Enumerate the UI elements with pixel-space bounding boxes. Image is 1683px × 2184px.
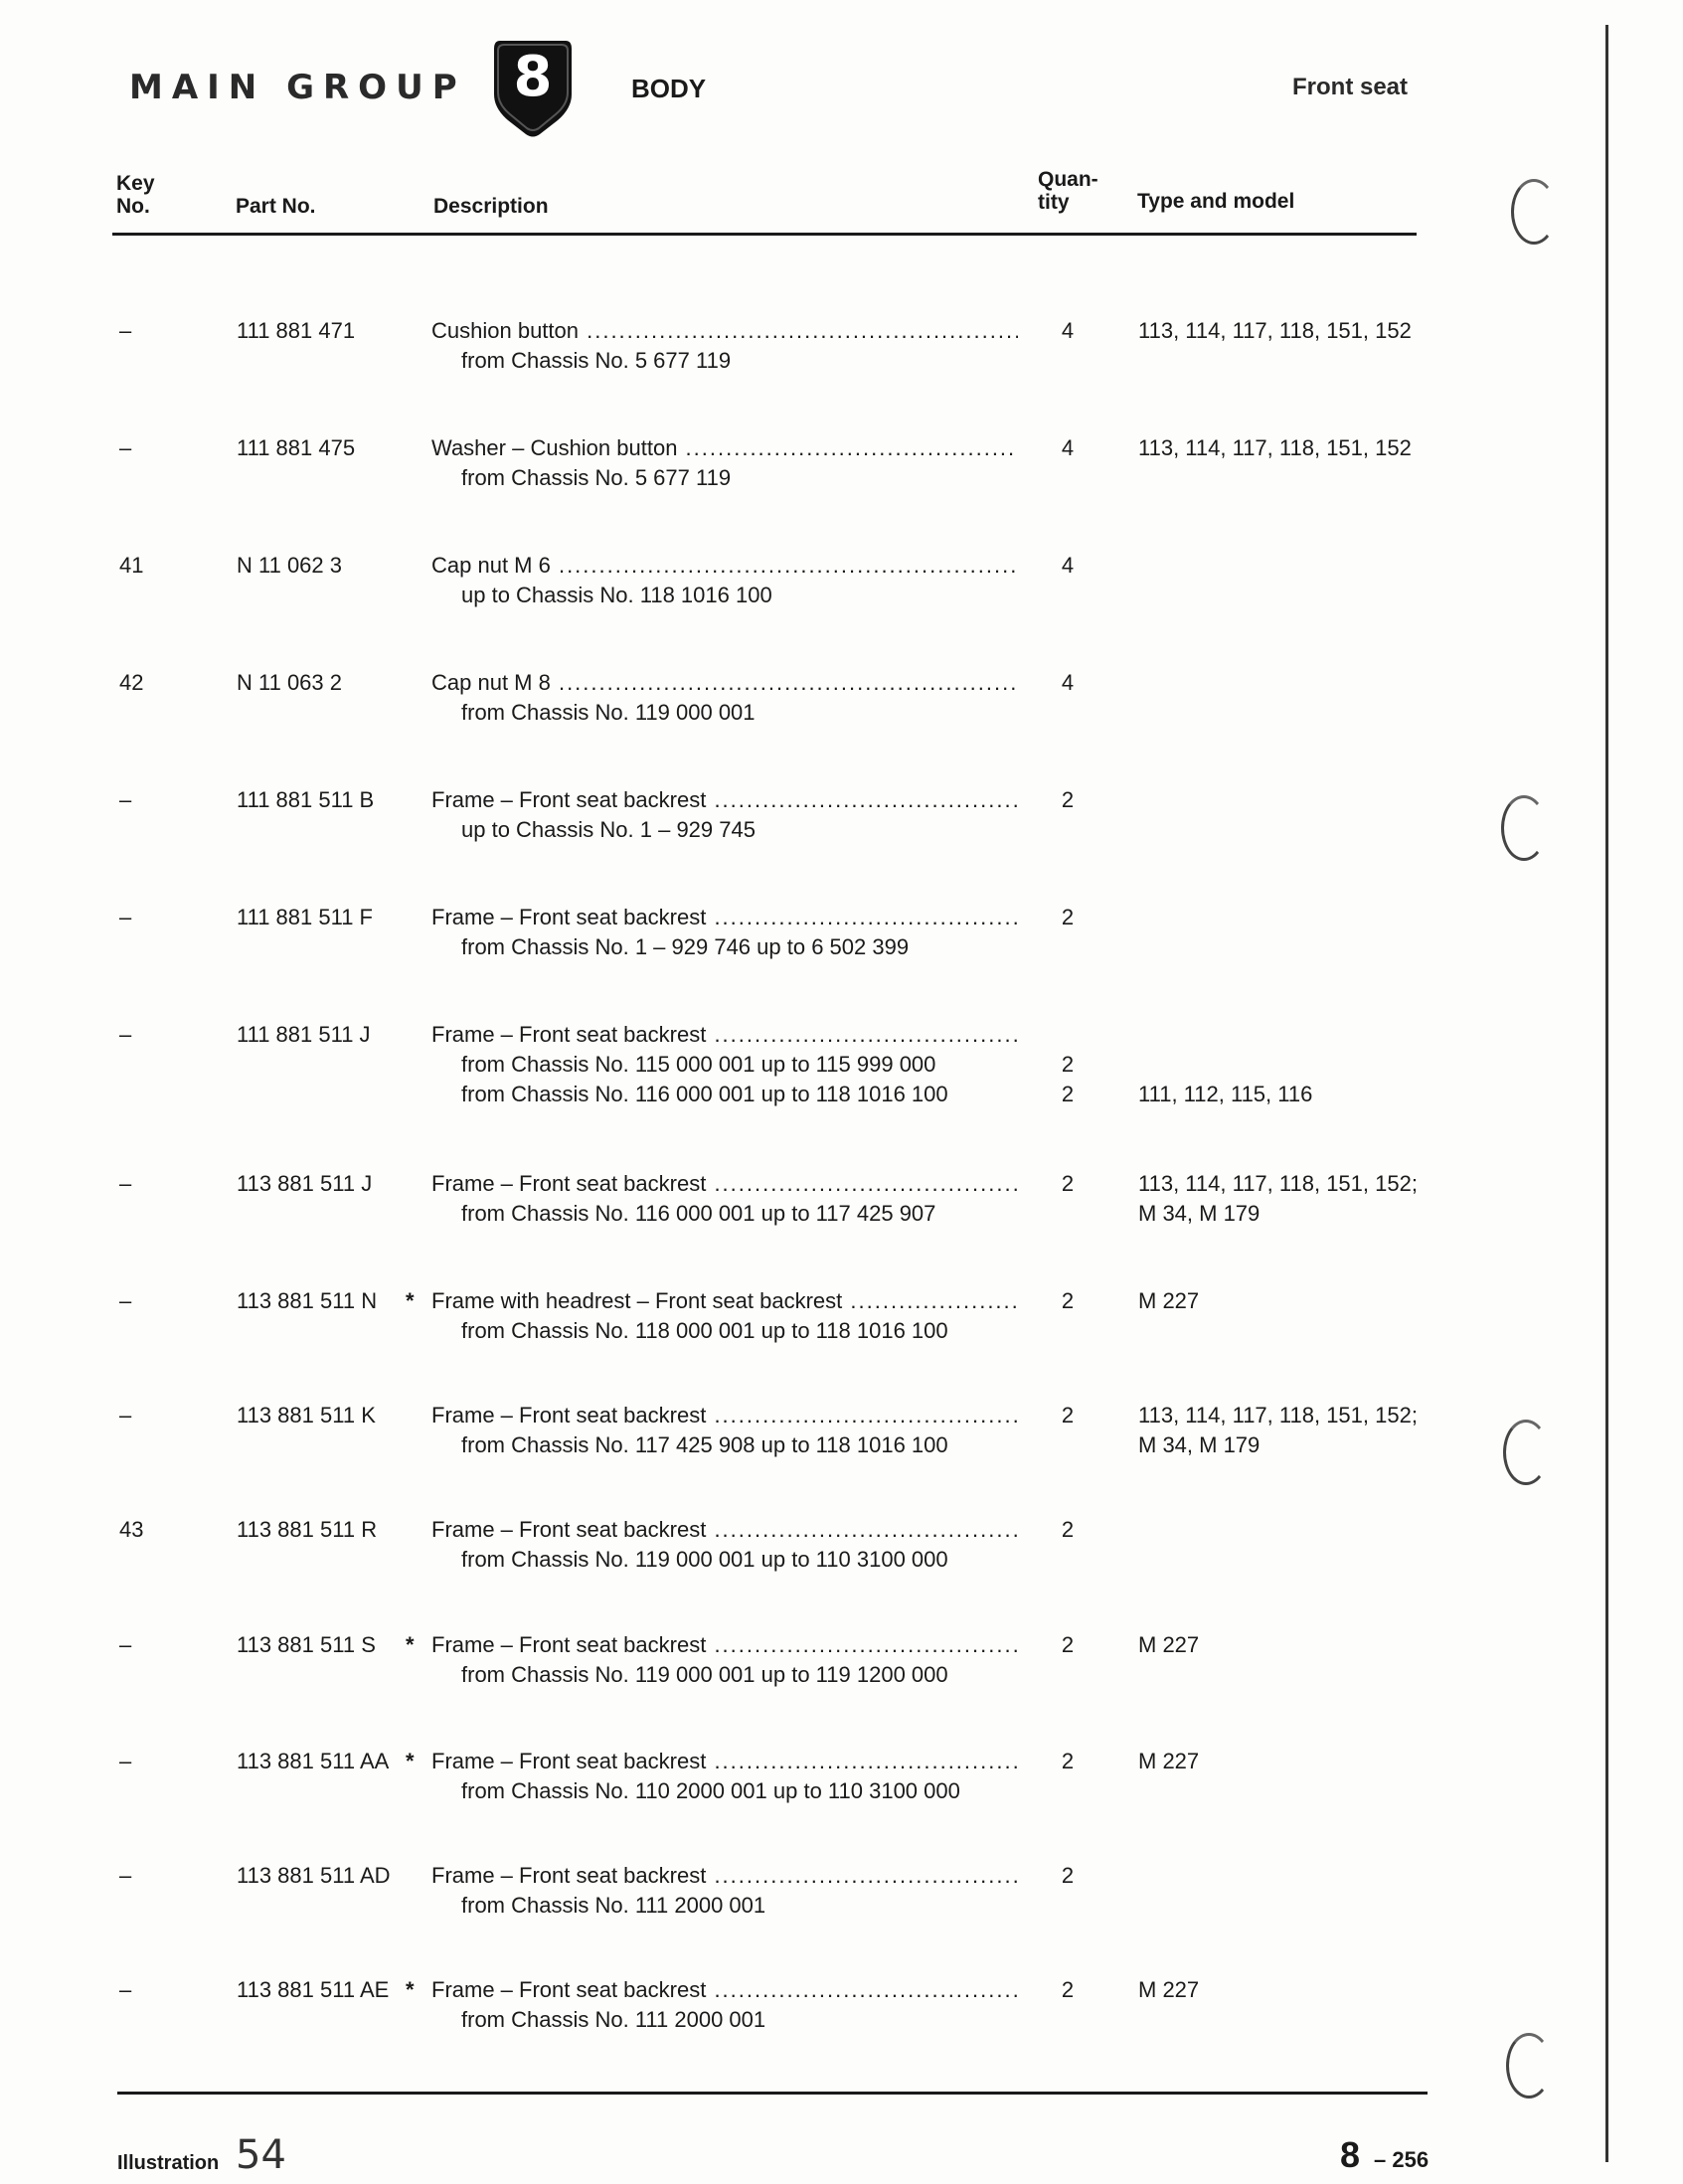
description [431, 551, 1018, 610]
group-number: 8 [513, 45, 553, 109]
group-number-badge [492, 35, 574, 139]
binding-edge [1605, 25, 1608, 2162]
punch-hole-icon [1501, 795, 1547, 861]
description-main: Frame – Front seat backrest ..... [431, 1169, 1018, 1199]
type-and-model [1138, 1286, 1199, 1316]
type-and-model [1138, 1020, 1312, 1109]
quantity [1057, 1975, 1079, 2005]
description [431, 1630, 1018, 1690]
parts-row [0, 433, 1683, 513]
part-number: 113 881 511 AD [237, 1863, 391, 1888]
illustration-label: Illustration [117, 2152, 220, 2174]
parts-row [0, 1861, 1683, 1940]
description-main: Cap nut M 6 ..... [431, 551, 1018, 581]
part-number: 111 881 475 [237, 435, 356, 460]
parts-row [0, 1401, 1683, 1480]
punch-hole-icon [1503, 1420, 1549, 1485]
chassis-range: from Chassis No. 111 2000 001 [461, 1893, 766, 1918]
section-title: Front seat [1292, 74, 1409, 100]
part-number: 113 881 511 R [237, 1517, 378, 1542]
key-number: – [119, 1403, 132, 1428]
type-and-model [1138, 316, 1412, 346]
description-main: Frame – Front seat backrest ..... [431, 1747, 1018, 1776]
description-main: Frame – Front seat backrest ..... [431, 1401, 1018, 1430]
parts-row [0, 1975, 1683, 2055]
quantity-value: 2 [1061, 1517, 1075, 1542]
parts-row [0, 1747, 1683, 1826]
chassis-range: from Chassis No. 116 000 001 up to 118 1016 100 [461, 1082, 948, 1106]
part-number: 113 881 511 AA [237, 1749, 390, 1773]
quantity-value: 2 [1061, 1749, 1075, 1773]
description-main: Frame – Front seat backrest ..... [431, 1515, 1018, 1545]
chassis-range: from Chassis No. 119 000 001 up to 110 3100 000 [461, 1547, 948, 1572]
key-number: 42 [119, 670, 144, 695]
type-value [1138, 1050, 1312, 1080]
description [431, 668, 1018, 728]
chassis-range: from Chassis No. 110 2000 001 up to 110 3100 000 [461, 1778, 960, 1803]
part-number: 113 881 511 S [237, 1632, 376, 1657]
type-and-model [1138, 1401, 1418, 1460]
quantity [1057, 1630, 1079, 1660]
group-title: BODY [631, 74, 707, 103]
quantity [1057, 785, 1079, 815]
column-header-key [116, 172, 155, 218]
type-and-model [1138, 1169, 1418, 1229]
quantity [1057, 1861, 1079, 1891]
quantity-value: 2 [1061, 1863, 1075, 1888]
quantity [1057, 316, 1079, 346]
description [431, 316, 1018, 376]
parts-row [0, 1286, 1683, 1366]
description-main: Frame – Front seat backrest ..... [431, 1861, 1018, 1891]
chassis-range: from Chassis No. 115 000 001 up to 115 999 000 [461, 1052, 936, 1077]
quantity-value: 2 [1061, 1052, 1075, 1077]
quantity-value [1057, 1020, 1079, 1050]
description-main: Washer – Cushion button ..... [431, 433, 1018, 463]
quantity-value: 4 [1061, 435, 1075, 460]
quantity-value: 2 [1061, 1403, 1075, 1428]
column-header-quantity-line2: tity [1038, 191, 1070, 214]
description-main: Cap nut M 8 ..... [431, 668, 1018, 698]
quantity-value: 4 [1061, 553, 1075, 578]
type-value: M 227 [1138, 1288, 1200, 1313]
chassis-range: up to Chassis No. 1 – 929 745 [461, 817, 756, 842]
key-number: – [119, 1863, 132, 1888]
quantity [1057, 433, 1079, 463]
column-header-key-line1: Key [116, 172, 155, 195]
type-value: M 227 [1138, 1749, 1200, 1773]
description [431, 433, 1018, 493]
part-number: 111 881 511 B [237, 787, 375, 812]
description [431, 1747, 1018, 1806]
quantity [1057, 668, 1079, 698]
quantity-value: 4 [1061, 670, 1075, 695]
quantity [1057, 551, 1079, 581]
description [431, 1975, 1018, 2035]
quantity [1057, 1747, 1079, 1776]
description [431, 1401, 1018, 1460]
quantity-value: 2 [1061, 1977, 1075, 2002]
note-asterisk: * [406, 1749, 415, 1773]
type-value [1138, 1020, 1312, 1050]
type-value: M 34, M 179 [1138, 1201, 1261, 1226]
header-divider [112, 233, 1417, 236]
illustration-number: 54 [236, 2132, 286, 2178]
quantity [1057, 1286, 1079, 1316]
type-value: 113, 114, 117, 118, 151, 152; [1138, 1403, 1418, 1428]
key-number: – [119, 1977, 132, 2002]
part-number: 111 881 511 J [237, 1022, 371, 1047]
parts-row [0, 903, 1683, 982]
key-number: – [119, 1171, 132, 1196]
part-number: 111 881 471 [237, 318, 356, 343]
parts-row [0, 1020, 1683, 1106]
type-and-model [1138, 1975, 1199, 2005]
chassis-range: from Chassis No. 119 000 001 [461, 700, 756, 725]
column-header-quantity [1038, 168, 1098, 214]
type-value: 111, 112, 115, 116 [1138, 1082, 1313, 1106]
chassis-range: from Chassis No. 117 425 908 up to 118 1016 100 [461, 1432, 948, 1457]
page-subnumber: – 256 [1374, 2147, 1430, 2172]
type-value: 113, 114, 117, 118, 151, 152 [1138, 435, 1412, 460]
type-and-model [1138, 1630, 1199, 1660]
description [431, 1169, 1018, 1229]
note-asterisk: * [406, 1977, 415, 2002]
description-main: Frame – Front seat backrest ..... [431, 903, 1018, 932]
key-number: – [119, 1288, 132, 1313]
quantity-value: 2 [1061, 905, 1075, 929]
page-number: 8 [1340, 2134, 1361, 2175]
description [431, 785, 1018, 845]
parts-row [0, 668, 1683, 748]
part-number: 113 881 511 J [237, 1171, 373, 1196]
parts-row [0, 1630, 1683, 1710]
type-value: M 227 [1138, 1632, 1200, 1657]
column-header-quantity-line1: Quan- [1038, 168, 1098, 191]
punch-hole-icon [1506, 2033, 1552, 2099]
parts-row [0, 785, 1683, 865]
punch-hole-icon [1511, 179, 1557, 245]
parts-row [0, 1169, 1683, 1249]
description [431, 1861, 1018, 1921]
key-number: – [119, 1749, 132, 1773]
quantity-value: 2 [1061, 1632, 1075, 1657]
key-number: – [119, 318, 132, 343]
description [431, 1286, 1018, 1346]
type-value: 113, 114, 117, 118, 151, 152 [1138, 318, 1412, 343]
key-number: 41 [119, 553, 144, 578]
part-number: 113 881 511 K [237, 1403, 376, 1428]
column-header-type: Type and model [1137, 190, 1295, 213]
description-main: Frame with headrest – Front seat backrest ..... [431, 1286, 1018, 1316]
type-value: 113, 114, 117, 118, 151, 152; [1138, 1171, 1418, 1196]
description [431, 1020, 1018, 1109]
quantity-value: 4 [1061, 318, 1075, 343]
column-header-part: Part No. [236, 195, 316, 218]
quantity-value: 2 [1061, 1171, 1075, 1196]
chassis-range: from Chassis No. 5 677 119 [461, 465, 732, 490]
quantity-value: 2 [1061, 787, 1075, 812]
part-number: N 11 062 3 [237, 553, 343, 578]
parts-row [0, 551, 1683, 630]
footer-divider [117, 2092, 1428, 2095]
description [431, 903, 1018, 962]
note-asterisk: * [406, 1632, 415, 1657]
quantity [1057, 1020, 1079, 1109]
part-number: 113 881 511 N [237, 1288, 378, 1313]
chassis-range: from Chassis No. 118 000 001 up to 118 1016 100 [461, 1318, 948, 1343]
chassis-range: from Chassis No. 5 677 119 [461, 348, 732, 373]
key-number: – [119, 787, 132, 812]
chassis-range: from Chassis No. 1 – 929 746 up to 6 502 399 [461, 934, 910, 959]
chassis-range: from Chassis No. 116 000 001 up to 117 425 907 [461, 1201, 936, 1226]
description-main: Frame – Front seat backrest ..... [431, 785, 1018, 815]
key-number: – [119, 1632, 132, 1657]
type-value: M 227 [1138, 1977, 1200, 2002]
note-asterisk: * [406, 1288, 415, 1313]
parts-row [0, 1515, 1683, 1595]
quantity [1057, 1169, 1079, 1199]
description-main: Cushion button ..... [431, 316, 1018, 346]
key-number: – [119, 1022, 132, 1047]
type-and-model [1138, 433, 1412, 463]
description-main: Frame – Front seat backrest ..... [431, 1975, 1018, 2005]
quantity [1057, 1401, 1079, 1430]
quantity [1057, 1515, 1079, 1545]
chassis-range: up to Chassis No. 118 1016 100 [461, 583, 772, 607]
description [431, 1515, 1018, 1575]
quantity-value: 2 [1061, 1082, 1075, 1106]
parts-row [0, 316, 1683, 396]
description-main: Frame – Front seat backrest ..... [431, 1630, 1018, 1660]
part-number: N 11 063 2 [237, 670, 343, 695]
key-number: – [119, 905, 132, 929]
chassis-range: from Chassis No. 111 2000 001 [461, 2007, 766, 2032]
key-number: 43 [119, 1517, 144, 1542]
part-number: 113 881 511 AE [237, 1977, 390, 2002]
type-value: M 34, M 179 [1138, 1432, 1261, 1457]
quantity [1057, 903, 1079, 932]
key-number: – [119, 435, 132, 460]
type-and-model [1138, 1747, 1199, 1776]
quantity-value: 2 [1061, 1288, 1075, 1313]
column-header-description: Description [433, 195, 549, 218]
description-main: Frame – Front seat backrest ..... [431, 1020, 1018, 1050]
part-number: 111 881 511 F [237, 905, 373, 929]
chassis-range: from Chassis No. 119 000 001 up to 119 1200 000 [461, 1662, 948, 1687]
main-group-label: MAIN GROUP [129, 68, 466, 107]
column-header-key-line2: No. [116, 195, 150, 218]
